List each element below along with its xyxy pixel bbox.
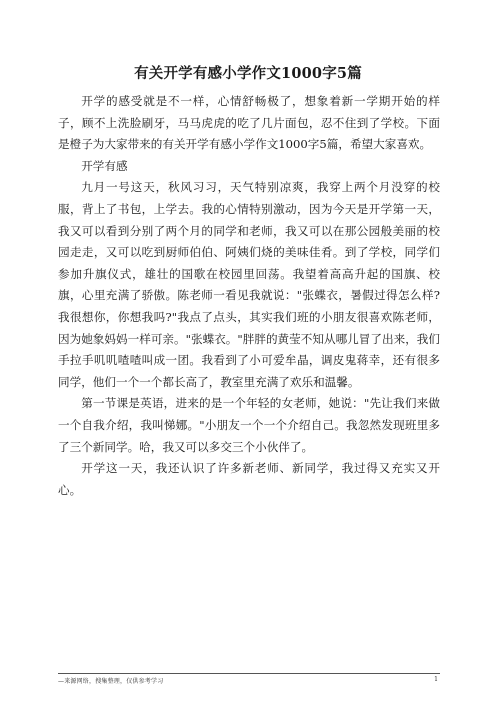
- paragraph-conclusion: 开学这一天，我还认识了许多新老师、新同学，我过得又充实又开心。: [58, 461, 440, 497]
- paragraph-main: 九月一号这天，秋风习习，天气特别凉爽，我穿上两个月没穿的校服，背上了书包，上学去。我的心情特别激动，因为今天是开学第一天，我又可以看到分别了两个月的同学和老师，我又可以在那公园般美丽的校园走走，又可以吃到厨师伯伯、阿姨们烧的美味佳肴。到了学校，同学们参加升旗仪式，雄壮的国歌在校园里回荡。我望着高高升起的国旗、校旗，心里充满了骄傲。陈老师一看见我就说："张蝶衣，暑假过得怎么样?我很想你，你想我吗?"我点了点头，其实我们班的小朋友很喜欢陈老师，因为她象妈妈一样可亲。"张蝶衣。"胖胖的黄莹不知从哪儿冒了出来，我们手拉手叽叽喳喳叫成一团。我看到了小可爱牟晶，调皮鬼蒋幸，还有很多同学，他们一个一个都长高了，教室里充满了欢乐和温馨。: [58, 180, 440, 389]
- paragraph-english-class: 第一节课是英语，进来的是一个年轻的女老师，她说："先让我们来做一个自我介绍，我叫悌娜。"小朋友一个一个介绍自己。我忽然发现班里多了三个新同学。哈，我又可以多交三个小伙伴了。: [58, 396, 440, 454]
- section-heading: 开学有感: [81, 158, 128, 173]
- document-title: 有关开学有感小学作文1000字5篇: [134, 65, 362, 82]
- page-number: 1: [434, 676, 438, 683]
- document-body: [58, 91, 440, 501]
- footer-source-note: —来源网络，搜集整理，仅供参考学习: [58, 678, 164, 685]
- paragraph-intro: 开学的感受就是不一样，心情舒畅极了，想象着新一学期开始的样子，顾不上洗脸刷牙，马马虎虎的吃了几片面包，忍不住到了学校。下面是橙子为大家带来的有关开学有感小学作文1000字5篇，希望大家喜欢。: [58, 94, 440, 152]
- footer-divider: [58, 673, 440, 674]
